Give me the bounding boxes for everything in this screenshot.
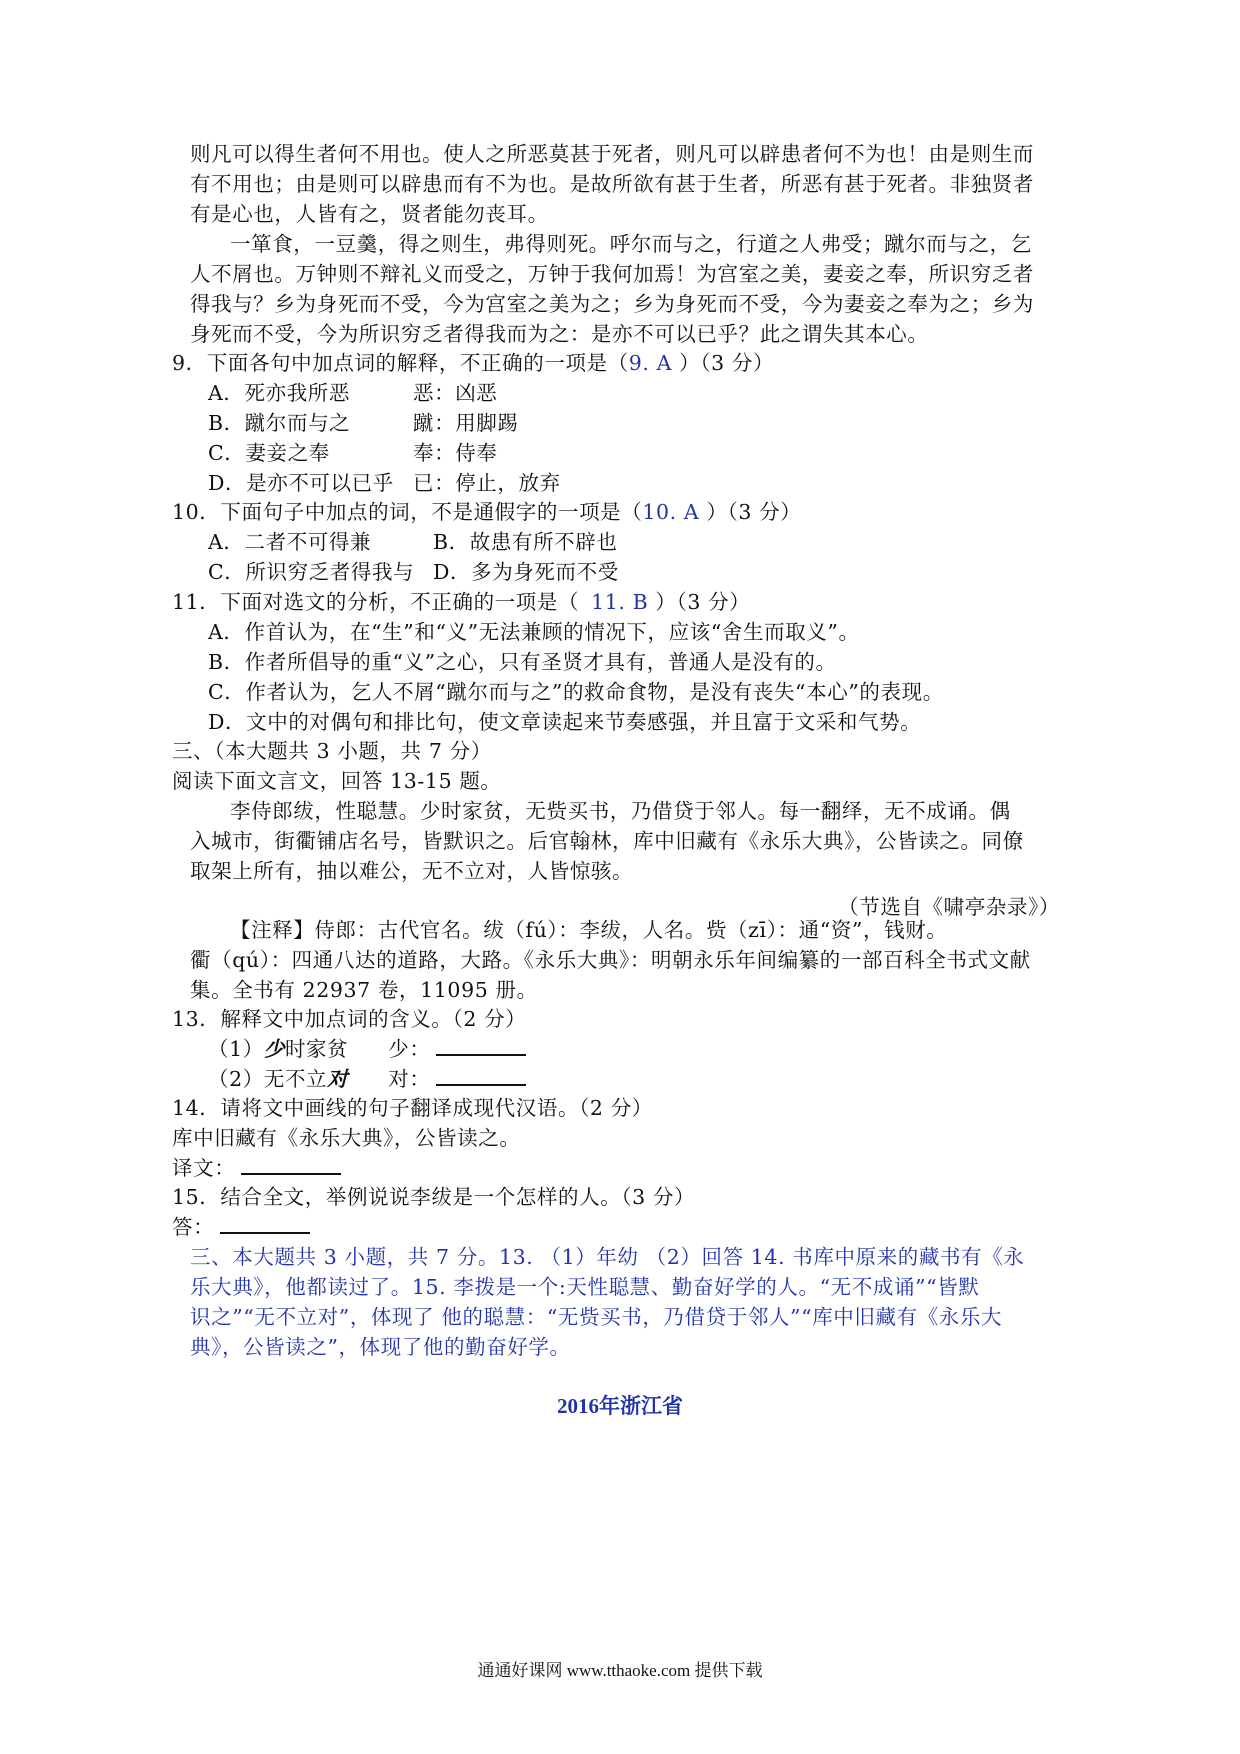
option-row: [208, 532, 617, 553]
passage-line: 人不屑也。万钟则不辩礼义而受之，万钟于我何加焉！为宫室之美，妻妾之奉，所识穷乏者: [190, 262, 1034, 286]
answer-blank[interactable]: [220, 1231, 310, 1234]
passage-line: 身死而不受，今为所识穷乏者得我而为之：是亦不可以已乎？此之谓失其本心。: [190, 322, 929, 346]
answer-key: 9. A: [628, 351, 673, 375]
answer-label: 答：: [172, 1215, 215, 1239]
option-d: D．多为身死而不受: [433, 560, 619, 584]
answer-key: 10. A: [642, 500, 700, 524]
question-score: ）（3 分）: [672, 351, 775, 375]
option-b: B．故患有所不辟也: [433, 530, 618, 554]
question-9-stem: [172, 353, 774, 374]
option-b: B．作者所倡导的重“义”之心，只有圣贤才具有，普通人是没有的。: [208, 650, 837, 674]
option-d: [208, 473, 561, 494]
option-gloss: 奉：侍奉: [413, 441, 498, 465]
answer-blank[interactable]: [436, 1083, 526, 1086]
question-score: ）（3 分）: [648, 590, 751, 614]
dotted-word: 少: [263, 1037, 285, 1061]
question-text: 11．下面对选文的分析，不正确的一项是（: [172, 590, 580, 614]
dotted-word: 对: [327, 1067, 349, 1091]
option-a: [208, 383, 497, 404]
question-13-stem: 13．解释文中加点词的含义。（2 分）: [172, 1007, 527, 1031]
question-15-answer: [172, 1217, 310, 1238]
note-line: 衢（qú）：四通八达的道路，大路。《永乐大典》：明朝永乐年间编纂的一部百科全书式文献: [190, 948, 1031, 972]
question-13-item-1: [208, 1039, 526, 1060]
answer-key-line: 乐大典》，他都读过了。15. 李拨是一个:天性聪慧、勤奋好学的人。“无不成诵”“皆默: [190, 1275, 980, 1299]
option-label: C．妻妾之奉: [208, 441, 330, 465]
item-number: （2）无不立: [208, 1067, 328, 1091]
question-11-stem: [172, 592, 750, 613]
answer-label: 译文：: [172, 1156, 236, 1180]
answer-blank[interactable]: [436, 1053, 526, 1056]
option-row: [208, 562, 619, 583]
section-instruction: 阅读下面文言文，回答 13-15 题。: [172, 769, 502, 793]
section-title: 三、（本大题共 3 小题，共 7 分）: [172, 739, 492, 763]
question-14-sentence: 库中旧藏有《永乐大典》，公皆读之。: [172, 1126, 521, 1150]
question-15-stem: 15．结合全文，举例说说李绂是一个怎样的人。（3 分）: [172, 1185, 696, 1209]
option-label: D．是亦不可以已乎: [208, 471, 394, 495]
passage-line: 有是心也，人皆有之，贤者能勿丧耳。: [190, 202, 549, 226]
answer-label: 少：: [388, 1037, 431, 1061]
option-c: C．所识穷乏者得我与: [208, 560, 415, 584]
option-gloss: 蹴：用脚踢: [413, 411, 519, 435]
classical-text-line: 入城市，街衢铺店名号，皆默识之。后官翰林，库中旧藏有《永乐大典》，公皆读之。同僚: [190, 829, 1024, 853]
question-score: ）（3 分）: [699, 500, 802, 524]
answer-key-line: 识之”“无不立对”，体现了 他的聪慧：“无赀买书，乃借贷于邻人”“库中旧藏有《永乐大: [190, 1305, 1003, 1329]
note-line: 集。全书有 22937 卷，11095 册。: [190, 978, 538, 1002]
classical-text-line: 取架上所有，抽以难公，无不立对，人皆惊骇。: [190, 859, 634, 883]
question-14-stem: 14．请将文中画线的句子翻译成现代汉语。（2 分）: [172, 1096, 653, 1120]
question-text: 9．下面各句中加点词的解释，不正确的一项是（: [172, 351, 629, 375]
option-gloss: 恶：凶恶: [413, 381, 498, 405]
option-a: A．二者不可得兼: [208, 530, 372, 554]
passage-line: 则凡可以得生者何不用也。使人之所恶莫甚于死者，则凡可以辟患者何不为也！由是则生而: [190, 142, 1034, 166]
question-text: 10．下面句子中加点的词，不是通假字的一项是（: [172, 500, 643, 524]
answer-key-line: 三、本大题共 3 小题，共 7 分。13. （1）年幼 （2）回答 14. 书库中原来的藏书有《永: [190, 1245, 1025, 1269]
note-line: 【注释】侍郎：古代官名。绂（fú）：李绂，人名。赀（zī）：通“资”，钱财。: [230, 918, 948, 942]
source-citation: （节选自《啸亭杂录》）: [838, 895, 1060, 919]
option-d: D．文中的对偶句和排比句，使文章读起来节奏感强，并且富于文采和气势。: [208, 710, 922, 734]
question-13-item-2: [208, 1069, 526, 1090]
passage-line: 一箪食，一豆羹，得之则生，弗得则死。呼尔而与之，行道之人弗受；蹴尔而与之，乞: [230, 232, 1032, 256]
option-gloss: 已：停止，放弃: [413, 471, 561, 495]
option-label: B．蹴尔而与之: [208, 411, 351, 435]
question-10-stem: [172, 502, 801, 523]
item-number: （1）: [208, 1037, 264, 1061]
next-section-heading: 2016年浙江省: [557, 1394, 683, 1418]
answer-blank[interactable]: [241, 1172, 341, 1175]
passage-line: 得我与？乡为身死而不受，今为宫室之美为之；乡为身死而不受，今为妻妾之奉为之；乡为: [190, 292, 1034, 316]
option-c: C．作者认为，乞人不屑“蹴尔而与之”的救命食物，是没有丧失“本心”的表现。: [208, 680, 944, 704]
answer-key-line: 典》，公皆读之”，体现了他的勤奋好学。: [190, 1335, 571, 1359]
option-b: [208, 413, 519, 434]
passage-line: 有不用也；由是则可以辟患而有不为也。是故所欲有甚于生者，所恶有甚于死者。非独贤者: [190, 172, 1034, 196]
answer-key: 11. B: [591, 590, 649, 614]
answer-label: 对：: [388, 1067, 431, 1091]
option-c: [208, 443, 497, 464]
option-label: A．死亦我所恶: [208, 381, 351, 405]
item-text: 时家贫: [284, 1037, 349, 1061]
classical-text-line: 李侍郎绂，性聪慧。少时家贫，无赀买书，乃借贷于邻人。每一翻绎，无不成诵。偶: [230, 799, 1011, 823]
option-a: A．作首认为，在“生”和“义”无法兼顾的情况下，应该“舍生而取义”。: [208, 620, 860, 644]
question-14-answer: [172, 1158, 341, 1179]
page-footer: 通通好课网 www.tthaoke.com 提供下载: [477, 1661, 763, 1680]
